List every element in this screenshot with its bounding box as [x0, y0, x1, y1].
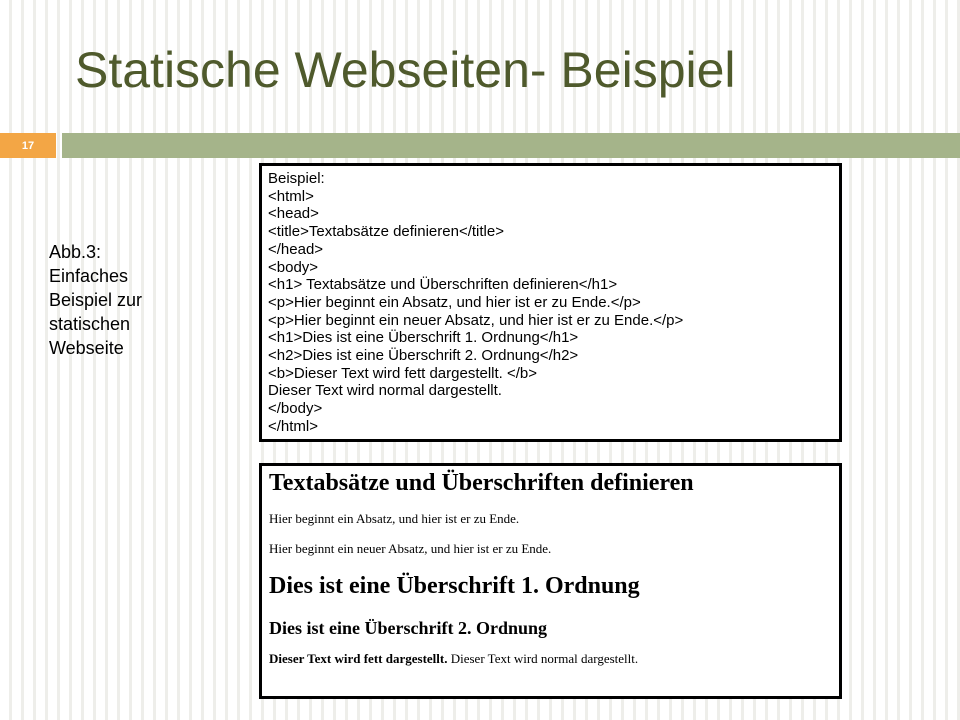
code-line: </html>	[268, 417, 319, 435]
rendered-heading-2: Dies ist eine Überschrift 2. Ordnung	[269, 618, 547, 638]
caption-line: Webseite	[49, 338, 124, 358]
code-line: <p>Hier beginnt ein neuer Absatz, und hier ist er zu Ende.</p>	[268, 311, 684, 329]
code-line: <title>Textabsätze definieren</title>	[268, 223, 504, 241]
code-line: <body>	[268, 258, 319, 276]
code-line: Dieser Text wird normal dargestellt.	[268, 382, 502, 400]
caption-line: statischen	[49, 314, 131, 334]
code-line: Beispiel:	[268, 170, 325, 187]
slide-title: Statische Webseiten- Beispiel	[75, 42, 736, 98]
rendered-normal-text: Dieser Text wird normal dargestellt.	[447, 651, 639, 666]
caption-line: Abb.3:	[49, 242, 102, 262]
slide-number-badge: 17	[0, 133, 56, 158]
code-line: <html>	[268, 187, 314, 205]
rendered-final-line	[269, 651, 832, 667]
code-line: </head>	[268, 240, 324, 258]
html-code-listing	[259, 163, 842, 442]
code-line: <p>Hier beginnt ein Absatz, und hier ist er zu Ende.</p>	[268, 293, 641, 311]
figure-caption	[49, 240, 199, 360]
code-line: <h1> Textabsätze und Überschriften definieren</h1>	[268, 276, 618, 294]
code-line: <b>Dieser Text wird fett dargestellt. </b>	[268, 364, 538, 382]
rendered-paragraph: Hier beginnt ein Absatz, und hier ist er zu Ende.	[269, 511, 520, 526]
rendered-heading-1: Textabsätze und Überschriften definieren	[269, 470, 694, 496]
code-line: <head>	[268, 205, 319, 223]
caption-line: Beispiel zur	[49, 290, 143, 310]
rendered-page-preview	[259, 463, 842, 699]
rendered-paragraph: Hier beginnt ein neuer Absatz, und hier ist er zu Ende.	[269, 541, 552, 556]
caption-line: Einfaches	[49, 266, 129, 286]
header-accent-bar	[62, 133, 960, 158]
code-line: <h1>Dies ist eine Überschrift 1. Ordnung</h1>	[268, 329, 579, 347]
rendered-bold-text: Dieser Text wird fett dargestellt.	[269, 651, 448, 666]
code-line: </body>	[268, 400, 323, 418]
rendered-heading-1-second: Dies ist eine Überschrift 1. Ordnung	[269, 573, 640, 599]
code-line: <h2>Dies ist eine Überschrift 2. Ordnung</h2>	[268, 347, 579, 365]
